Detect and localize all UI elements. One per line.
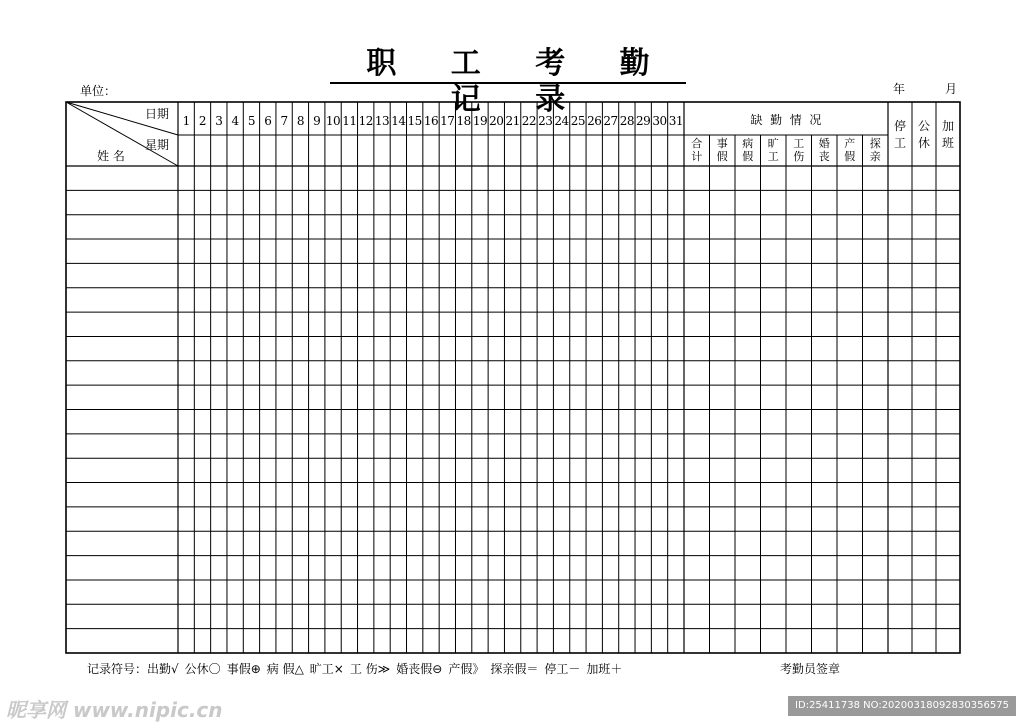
day-number: 27 [603, 114, 618, 128]
extra-column-header: 公 休 [917, 119, 930, 150]
absence-column-header: 探 亲 [869, 137, 881, 163]
table-border [66, 102, 960, 653]
corner-name-label: 姓 名 [97, 149, 125, 163]
day-number: 3 [215, 114, 223, 128]
day-number: 1 [182, 114, 190, 128]
day-number: 8 [296, 114, 304, 128]
day-number: 30 [652, 114, 667, 128]
day-number: 14 [391, 114, 406, 128]
day-number: 21 [505, 114, 520, 128]
watermark-logo: 昵享网 www.nipic.cn [6, 698, 223, 722]
day-number: 10 [325, 114, 341, 128]
day-number: 6 [264, 114, 272, 128]
day-number: 25 [570, 114, 586, 128]
corner-week-label: 星期 [144, 138, 169, 152]
legend-item: 停工－ [544, 662, 581, 676]
page-title: 职 工 考 勤 记 录 [366, 46, 672, 117]
legend-item: 出勤√ [147, 662, 179, 676]
year-label: 年 [893, 82, 906, 96]
legend-item: 加班＋ [586, 662, 623, 676]
day-number: 22 [521, 114, 537, 128]
absence-title: 缺 勤 情 况 [750, 113, 822, 127]
day-number: 26 [587, 114, 602, 128]
day-number: 13 [374, 114, 390, 128]
day-number: 5 [247, 114, 255, 128]
absence-column-header: 工 伤 [793, 137, 805, 163]
day-number: 4 [231, 114, 239, 128]
legend-item: 事假⊕ [226, 662, 261, 676]
day-number: 12 [358, 114, 373, 128]
extra-column-header: 加 班 [941, 119, 954, 150]
legend-item: 公休〇 [184, 662, 221, 676]
legend-item: 产假》 [448, 662, 485, 676]
corner-date-label: 日期 [144, 107, 169, 121]
absence-column-header: 合 计 [691, 137, 703, 163]
signature-label: 考勤员签章 [780, 662, 841, 676]
day-number: 17 [440, 114, 455, 128]
day-number: 15 [407, 114, 422, 128]
legend-item: 探亲假＝ [490, 662, 539, 676]
absence-column-header: 病 假 [742, 137, 754, 163]
day-number: 24 [554, 114, 569, 128]
month-label: 月 [945, 82, 958, 96]
day-number: 31 [668, 114, 683, 128]
watermark-id: ID:25411738 NO:20200318092830356575 [788, 696, 1016, 716]
day-number: 11 [342, 114, 357, 128]
day-number: 16 [423, 114, 439, 128]
legend [87, 660, 634, 677]
day-number: 20 [489, 114, 504, 128]
day-number: 18 [456, 114, 471, 128]
absence-column-header: 事 假 [716, 137, 728, 163]
unit-label: 单位： [80, 84, 117, 98]
legend-item: 旷工× [309, 662, 344, 676]
legend-item: 病 假△ [266, 662, 304, 676]
day-number: 28 [619, 114, 634, 128]
day-number: 29 [636, 114, 651, 128]
day-number: 19 [472, 114, 488, 128]
legend-item: 婚丧假⊖ [396, 662, 443, 676]
legend-label: 记录符号： [87, 662, 148, 676]
day-number: 7 [280, 114, 288, 128]
absence-column-header: 产 假 [844, 137, 856, 163]
absence-column-header: 婚 丧 [818, 137, 830, 163]
legend-item: 工 伤≫ [349, 662, 391, 676]
extra-column-header: 停 工 [893, 119, 906, 150]
day-number: 9 [313, 114, 321, 128]
day-number: 23 [538, 114, 553, 128]
absence-column-header: 旷 工 [767, 137, 779, 163]
day-number: 2 [198, 114, 207, 128]
